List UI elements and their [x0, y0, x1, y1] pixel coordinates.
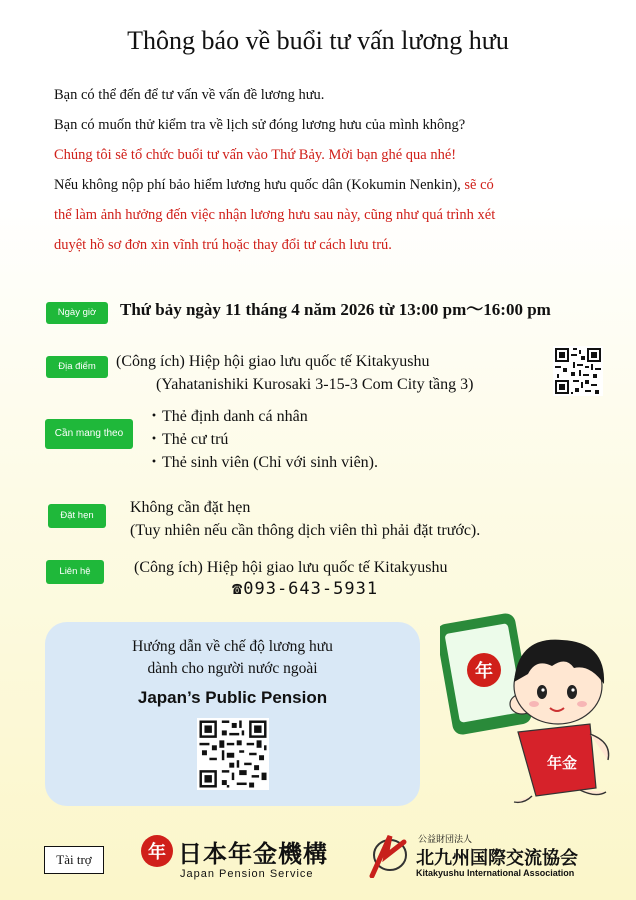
- guide-line2: dành cho người nước ngoài: [147, 660, 318, 677]
- venue-qr-code[interactable]: [553, 346, 603, 396]
- datetime-label: Ngày giờ: [46, 302, 108, 324]
- guide-english-title: Japan’s Public Pension: [137, 688, 328, 707]
- reservation-label: Đặt hẹn: [48, 504, 106, 528]
- venue-label: Địa điểm: [46, 356, 108, 378]
- guide-qr-code[interactable]: [197, 718, 269, 790]
- intro-line-highlight: Chúng tôi sẽ tổ chức buổi tư vấn vào Thứ Bảy. Mời bạn ghé qua nhé!: [54, 147, 457, 163]
- page-title: Thông báo về buổi tư vấn lương hưu: [127, 26, 509, 55]
- reservation-line1: Không cần đặt hẹn: [130, 499, 251, 516]
- pension-guide-box: [45, 622, 420, 806]
- mascot-illustration: [440, 612, 620, 813]
- intro-line-highlight: duyệt hồ sơ đơn xin vĩnh trú hoặc thay đổi tư cách lưu trú.: [54, 237, 392, 253]
- kia-emblem-icon: [366, 832, 410, 878]
- bring-label: Cần mang theo: [45, 419, 133, 449]
- datetime-value: Thứ bảy ngày 11 tháng 4 năm 2026 từ 13:00 pm～16:00 pm: [120, 300, 551, 319]
- reservation-line2: (Tuy nhiên nếu cần thông dịch viên thì phải đặt trước).: [130, 522, 481, 539]
- contact-org: (Công ích) Hiệp hội giao lưu quốc tế Kitakyushu: [134, 559, 448, 576]
- jps-name-jp: 日本年金機構: [178, 840, 328, 868]
- intro-line: Bạn có muốn thử kiểm tra về lịch sử đóng lương hưu của mình không?: [54, 117, 466, 133]
- pension-mark-icon: [140, 834, 174, 868]
- kia-small-label: 公益財団法人: [418, 835, 473, 845]
- jps-name-en: Japan Pension Service: [180, 868, 314, 880]
- intro-line: [54, 174, 614, 204]
- svg-text:年: 年: [148, 842, 166, 863]
- intro-text-black: Nếu không nộp phí bảo hiểm lương hưu quốc dân (Kokumin Nenkin),: [54, 177, 465, 193]
- phone-mark: 年: [475, 661, 493, 682]
- bring-item: ・Thẻ cư trú: [146, 431, 229, 448]
- venue-line1: (Công ích) Hiệp hội giao lưu quốc tế Kitakyushu: [116, 353, 430, 370]
- sash-text: 年金: [546, 754, 578, 772]
- intro-text-red: sẽ có: [464, 177, 494, 193]
- contact-label: Liên hệ: [46, 560, 104, 584]
- sponsor-label: Tài trợ: [44, 846, 104, 874]
- guide-line1: Hướng dẫn về chế độ lương hưu: [132, 638, 333, 655]
- qr-icon: [553, 346, 603, 396]
- bring-item: ・Thẻ định danh cá nhân: [146, 408, 308, 425]
- intro-text: [54, 84, 614, 264]
- contact-phone[interactable]: ☎093-643-5931: [232, 579, 379, 599]
- bring-item: ・Thẻ sinh viên (Chỉ với sinh viên).: [146, 454, 378, 471]
- qr-icon: [197, 718, 269, 790]
- venue-line2: (Yahatanishiki Kurosaki 3-15-3 Com City tầng 3): [156, 376, 474, 393]
- intro-line-highlight: thể làm ảnh hưởng đến việc nhận lương hưu sau này, cũng như quá trình xét: [54, 207, 496, 223]
- intro-line: Bạn có thể đến để tư vấn về vấn đề lương hưu.: [54, 87, 325, 103]
- kia-name-en: Kitakyushu International Association: [416, 868, 575, 878]
- kia-name-jp: 北九州国際交流協会: [416, 848, 578, 869]
